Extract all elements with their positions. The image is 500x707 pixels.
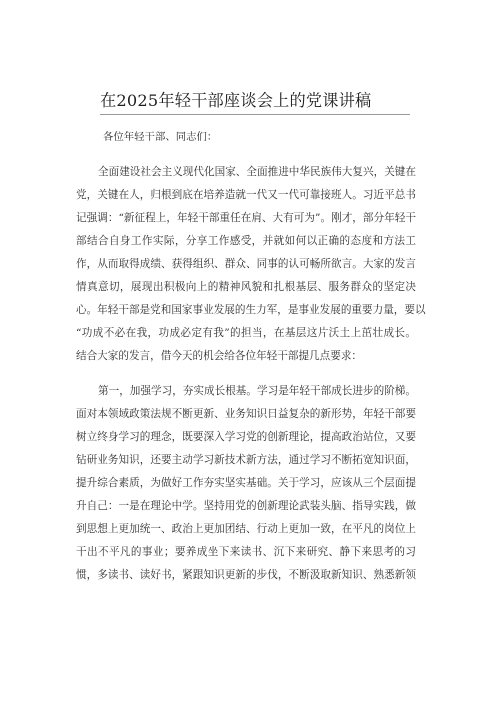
- paragraph-line: 心。年轻干部是党和国家事业发展的生力军，是事业发展的重要力量，要以: [76, 304, 426, 316]
- paragraph-line: 升自己：一是在理论中学。坚持用党的创新理论武装头脑、指导实践，做: [76, 500, 416, 512]
- paragraph-line: 第一，加强学习，夯实成长根基。学习是年轻干部成长进步的阶梯。: [98, 385, 416, 397]
- paragraph-line: 钻研业务知识，还要主动学习新技术新方法，通过学习不断拓宽知识面，: [76, 454, 416, 466]
- paragraph-line: 到思想上更加统一、政治上更加团结、行动上更加一致，在平凡的岗位上: [76, 523, 416, 535]
- title-underline: [100, 114, 410, 115]
- paragraph-line: 惯，多读书、读好书，紧跟知识更新的步伐，不断汲取新知识、熟悉新领: [76, 569, 416, 581]
- paragraph-line: 面对本领域政策法规不断更新、业务知识日益复杂的新形势，年轻干部要: [76, 408, 416, 420]
- paragraph-line: 部结合自身工作实际，分享工作感受，并就如何以正确的态度和方法工: [76, 235, 416, 247]
- paragraph-line: 树立终身学习的理念，既要深入学习党的创新理论，提高政治站位，又要: [76, 431, 416, 443]
- paragraph-line: “功成不必在我，功成必定有我”的担当，在基层这片沃土上茁壮成长。: [76, 327, 416, 339]
- paragraph-line: 党，关键在人，归根到底在培养造就一代又一代可靠接班人。习近平总书: [76, 189, 416, 201]
- document-title: 在2025年轻干部座谈会上的党课讲稿: [100, 91, 372, 110]
- paragraph-line: 情真意切，展现出积极向上的精神风貌和扎根基层、服务群众的坚定决: [76, 281, 416, 293]
- paragraph-line: 结合大家的发言，借今天的机会给各位年轻干部提几点要求：: [76, 350, 363, 362]
- paragraph-line: 提升综合素质，为做好工作夯实坚实基础。关于学习，应该从三个层面提: [76, 477, 416, 489]
- paragraph-line: 全面建设社会主义现代化国家、全面推进中华民族伟大复兴，关键在: [98, 166, 416, 178]
- paragraph-line: 作，从而取得成绩、获得组织、群众、同事的认可畅所欲言。大家的发言: [76, 258, 416, 270]
- paragraph-line: 记强调：“新征程上，年轻干部重任在肩、大有可为”。刚才，部分年轻干: [76, 212, 416, 224]
- paragraph-line: 干出不平凡的事业；要养成坐下来读书、沉下来研究、静下来思考的习: [76, 546, 416, 558]
- salutation: 各位年轻干部、同志们：: [103, 131, 218, 143]
